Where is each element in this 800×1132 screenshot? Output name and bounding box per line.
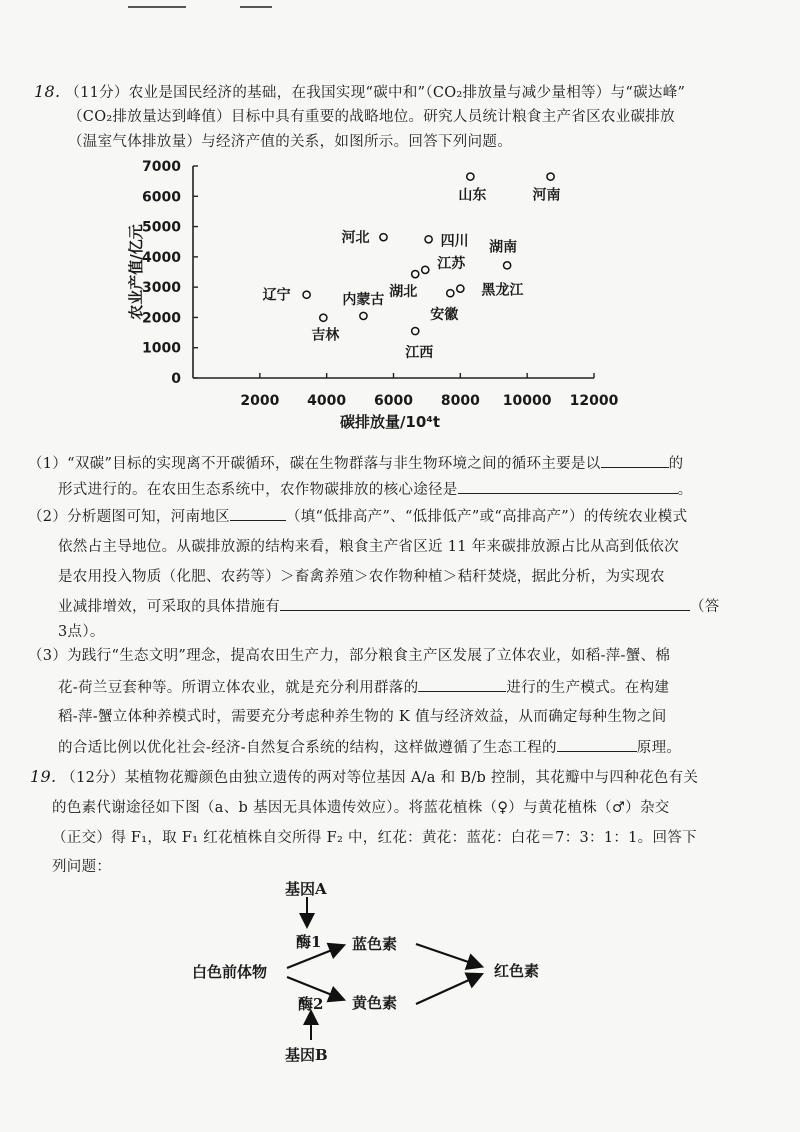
x-tick-label: 4000: [307, 393, 347, 409]
x-tick-label: 8000: [440, 393, 480, 409]
q18-part3-text: 进行的生产模式。在构建: [506, 680, 670, 696]
x-tick-label: 2000: [240, 393, 280, 409]
y-tick-label: 2000: [142, 310, 181, 327]
y-tick-label: 5000: [142, 219, 181, 236]
q18-intro-2: （CO₂排放量达到峰值）目标中具有重要的战略地位。研究人员统计粮食主产省区农业碳排放: [68, 109, 675, 125]
precursor-label: 白色前体物: [192, 963, 268, 981]
q18-part2-line2: 依然占主导地位。从碳排放源的结构来看，粮食主产省区近 11 年来碳排放源占比从高到低依次: [58, 539, 679, 555]
x-tick-label: 10000: [502, 393, 552, 409]
q18-part2-text: 业减排增效，可采取的具体措施有: [58, 599, 280, 615]
q18-part3-text: 的合适比例以优化社会-经济-自然复合系统的结构，这样做遵循了生态工程的: [58, 740, 557, 756]
q18-part3-text: 原理。: [636, 740, 682, 756]
point-label: 湖北: [389, 284, 418, 301]
y-tick-label: 6000: [142, 189, 181, 206]
point-label: 四川: [440, 233, 469, 250]
q18-part3-line1: （3）为践行“生态文明”理念，提高农田生产力，部分粮食主产区发展了立体农业，如稻-萍-蟹、棉: [28, 648, 671, 664]
q18-intro-3: （温室气体排放量）与经济产值的关系，如图所示。回答下列问题。: [68, 134, 512, 150]
arrow-blue-to-red: [416, 944, 480, 966]
x-axis-label: 碳排放量/10⁴t: [339, 413, 441, 431]
q19-line-4: 列问题：: [52, 859, 112, 875]
yellow-pigment-label: 黄色素: [352, 994, 398, 1012]
q19-line-3: （正交）得 F₁，取 F₁ 红花植株自交所得 F₂ 中，红花：黄花：蓝花：白花＝7：3：1：1。回答下: [52, 830, 697, 846]
gene-b-label: 基因B: [285, 1046, 328, 1064]
q18-intro-1: （11分）农业是国民经济的基础，在我国实现“碳中和”（CO₂排放量与减少量相等）与“碳达峰”: [65, 85, 686, 101]
y-tick-label: 4000: [142, 249, 181, 266]
q18-part1-text: 的: [668, 456, 684, 472]
q18-part2-line5: 3点）。: [58, 624, 105, 640]
q19-number: 19.: [30, 767, 57, 786]
q18-part3-text: 花-荷兰豆套种等。所谓立体农业，就是充分利用群落的: [58, 680, 419, 696]
q18-part3-line3: 稻-萍-蟹立体种养模式时，需要充分考虑种养生物的 K 值与经济效益，从而确定每种生物之间: [58, 709, 667, 725]
point-label: 湖南: [489, 239, 518, 256]
q19-line-2: 的色素代谢途径如下图（a、b 基因无具体遗传效应）。将蓝花植株（♀）与黄花植株（♂）杂交: [52, 800, 670, 816]
arrow-yellow-to-red: [416, 975, 480, 1004]
q18-part1-text: 形式进行的。在农田生态系统中，农作物碳排放的核心途径是: [58, 482, 458, 498]
red-pigment-label: 红色素: [494, 962, 540, 980]
y-tick-label: 1000: [142, 340, 181, 357]
point-label: 安徽: [430, 307, 459, 324]
y-tick-label: 3000: [142, 280, 181, 297]
enzyme2-label: 酶2: [298, 995, 324, 1013]
point-label: 河北: [341, 230, 370, 247]
enzyme1-label: 酶1: [296, 933, 322, 951]
point-label: 江苏: [437, 255, 466, 272]
y-tick-label: 7000: [142, 159, 181, 175]
y-tick-label: 0: [171, 371, 181, 387]
q18-part2-text: （填“低排高产”、“低排低产”或“高排高产”）的传统农业模式: [285, 509, 688, 525]
point-label: 山东: [458, 187, 487, 204]
point-label: 江西: [405, 345, 434, 362]
q18-part2-text: （答: [690, 599, 720, 615]
q18-part2-text: （2）分析题图可知，河南地区: [28, 509, 230, 525]
point-label: 内蒙古: [342, 291, 385, 308]
q18-part2-line3: 是农用投入物质（化肥、农药等）＞畜禽养殖＞农作物种植＞秸秆焚烧，据此分析，为实现农: [58, 569, 665, 585]
blue-pigment-label: 蓝色素: [352, 935, 398, 953]
point-label: 河南: [532, 187, 561, 204]
q18-number: 18.: [34, 82, 61, 101]
x-tick-label: 6000: [374, 393, 413, 409]
x-tick-label: 12000: [569, 393, 619, 409]
point-label: 吉林: [311, 327, 340, 344]
point-label: 辽宁: [262, 287, 291, 304]
q18-part1-text: （1）“双碳”目标的实现离不开碳循环，碳在生物群落与非生物环境之间的循环主要是以: [28, 456, 601, 472]
q19-text: （12分）某植物花瓣颜色由独立遗传的两对等位基因 A/a 和 B/b 控制，其花瓣中与四种花色有关: [61, 770, 699, 786]
gene-a-label: 基因A: [285, 880, 327, 898]
y-axis-label: 农业产值/亿元: [127, 224, 145, 320]
q18-part1-text: 。: [677, 482, 693, 498]
point-label: 黑龙江: [481, 282, 524, 299]
